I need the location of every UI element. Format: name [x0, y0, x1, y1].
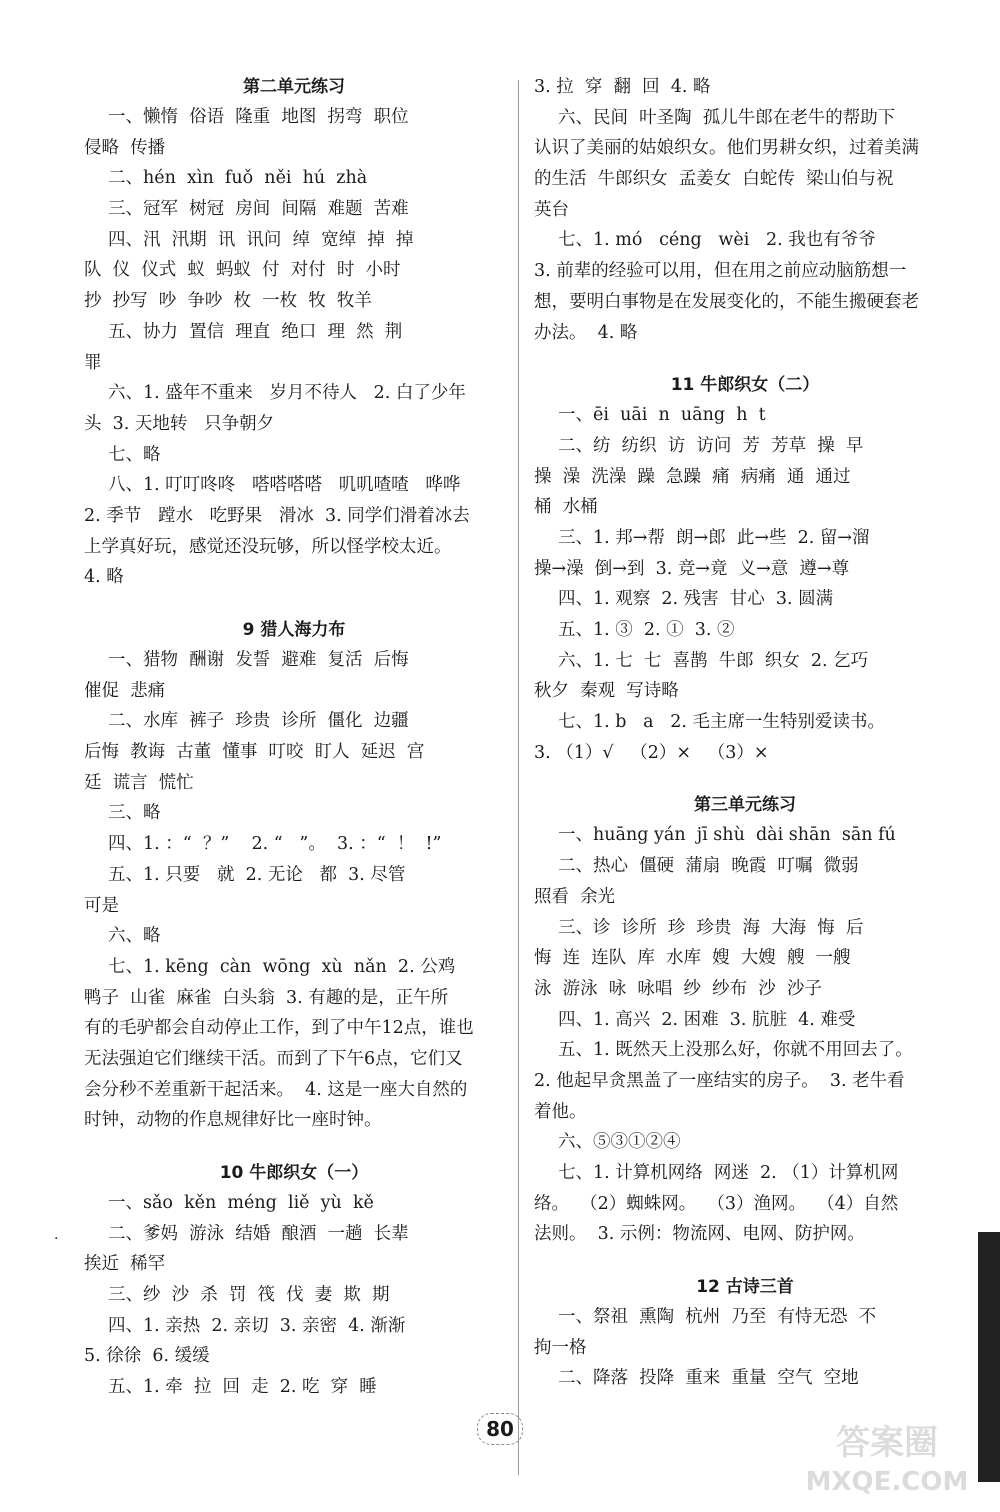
section-title: 10 牛郎织女（一） — [219, 1163, 369, 1183]
answer-line: 四、1. ：“ ？” 2. “ ”。 3. ：“ ！ !” — [108, 834, 442, 855]
answer-line: 七、1. kēng càn wōng xù nǎn 2. 公鸡 — [108, 956, 456, 977]
answer-line: 拘一格 — [534, 1337, 587, 1358]
answer-line: 照看 余光 — [534, 886, 616, 907]
answer-line: 五、1. 牵 拉 回 走 2. 吃 穿 睡 — [108, 1377, 377, 1398]
answer-line: 认识了美丽的姑娘织女。他们男耕女织，过着美满 — [534, 138, 919, 159]
section-gap — [534, 1250, 956, 1272]
answer-line: 悔 连 连队 库 水库 嫂 大嫂 艘 一艘 — [534, 948, 851, 969]
answer-line: 一、祭祖 熏陶 杭州 乃至 有恃无恐 不 — [558, 1307, 877, 1328]
answer-line: 4. 略 — [84, 567, 124, 588]
answer-line: 一、猎物 酬谢 发誓 避难 复活 后悔 — [108, 650, 409, 670]
answer-line: 的生活 牛郎织女 孟姜女 白蛇传 梁山伯与祝 — [534, 169, 894, 190]
answer-line: 2. 他起早贪黑盖了一座结实的房子。 3. 老牛看 — [534, 1070, 905, 1091]
stray-mark: · — [54, 1231, 59, 1247]
answer-line: 七、1. b a 2. 毛主席一生特别爱读书。 — [558, 712, 886, 733]
answer-line: 催促 悲痛 — [84, 680, 166, 701]
answer-line: 二、纺 纺织 访 访问 芳 芳草 操 早 — [558, 435, 864, 456]
answer-line: 六、1. 盛年不重来 岁月不待人 2. 白了少年 — [108, 383, 466, 404]
answer-line: 二、热心 僵硬 蒲扇 晚霞 叮嘱 微弱 — [558, 856, 859, 877]
answer-line: 七、1. mó céng wèi 2. 我也有爷爷 — [558, 230, 876, 251]
section-gap — [84, 1136, 504, 1158]
watermark-logo — [802, 1418, 972, 1498]
answer-line: 秋夕 秦观 写诗略 — [534, 681, 679, 702]
right-column — [534, 72, 956, 1394]
section-gap — [84, 593, 504, 615]
answer-line: 着他。 — [534, 1101, 587, 1122]
answer-line: 会分秒不差重新干起活来。 4. 这是一座大自然的 — [84, 1079, 468, 1100]
answer-line: 七、略 — [108, 444, 161, 465]
answer-line: 头 3. 天地转 只争朝夕 — [84, 413, 275, 434]
answer-line: 三、略 — [108, 803, 161, 824]
answer-line: 后悔 教诲 古董 懂事 叮咬 盯人 延迟 宫 — [84, 742, 425, 763]
answer-line: 3. （1）√ （2）× （3）× — [534, 742, 769, 763]
answer-line: 五、1. ③ 2. ① 3. ② — [558, 620, 735, 640]
answer-line: 二、水库 裤子 珍贵 诊所 僵化 边疆 — [108, 711, 409, 732]
answer-line: 2. 季节 蹚水 吃野果 滑冰 3. 同学们滑着冰去 — [84, 505, 470, 526]
answer-line: 一、懒惰 俗语 隆重 地图 拐弯 职位 — [108, 107, 409, 127]
answer-line: 廷 谎言 慌忙 — [84, 772, 194, 793]
answer-line: 三、冠军 树冠 房间 间隔 难题 苦难 — [108, 199, 409, 220]
answer-line: 操→澡 倒→到 3. 竞→竟 义→意 遵→尊 — [534, 558, 850, 579]
answer-line: 想，要明白事物是在发展变化的，不能生搬硬套老 — [534, 291, 919, 312]
section-gap — [534, 348, 956, 370]
answer-line: 四、汛 汛期 讯 讯问 绰 宽绰 掉 掉 — [108, 229, 414, 250]
answer-line: 3. 前辈的经验可以用，但在用之前应动脑筋想一 — [534, 261, 907, 282]
column-divider — [518, 80, 519, 1475]
answer-line: 抄 抄写 吵 争吵 枚 一枚 牧 牧羊 — [84, 291, 372, 312]
answer-line: 四、1. 高兴 2. 困难 3. 肮脏 4. 难受 — [558, 1009, 856, 1030]
answer-line: 三、纱 沙 杀 罚 筏 伐 妻 欺 期 — [108, 1285, 390, 1306]
section-title: 第三单元练习 — [694, 795, 796, 816]
answer-line: 络。 （2）蜘蛛网。 （3）渔网。 （4）自然 — [534, 1193, 899, 1214]
section-title: 第二单元练习 — [243, 77, 345, 97]
answer-line: 二、降落 投降 重来 重量 空气 空地 — [558, 1368, 859, 1389]
answer-line: 队 仪 仪式 蚁 蚂蚁 付 对付 时 小时 — [84, 260, 401, 281]
page-number: 80 — [0, 1413, 1000, 1445]
answer-line: 一、huāng yán jī shù dài shān sān fú — [558, 825, 896, 846]
answer-line: 五、协力 置信 理直 绝口 理 然 荆 — [108, 321, 403, 342]
answer-line: 鸭子 山雀 麻雀 白头翁 3. 有趣的是，正午所 — [84, 987, 449, 1008]
answer-line: 八、1. 叮叮咚咚 嗒嗒嗒嗒 叽叽喳喳 哗哗 — [108, 475, 461, 496]
section-title: 11 牛郎织女（二） — [670, 375, 820, 396]
answer-line: 七、1. 计算机网络 网迷 2. （1）计算机网 — [558, 1163, 899, 1183]
section-title: 12 古诗三首 — [696, 1277, 794, 1298]
answer-line: 操 澡 洗澡 躁 急躁 痛 病痛 通 通过 — [534, 466, 851, 487]
answer-line: 三、1. 邦→帮 朗→郎 此→些 2. 留→溜 — [558, 527, 870, 548]
answer-line: 六、民间 叶圣陶 孤儿牛郎在老牛的帮助下 — [558, 107, 896, 128]
answer-line: 二、爹妈 游泳 结婚 酿酒 一趟 长辈 — [108, 1223, 409, 1244]
answer-line: 五、1. 只要 就 2. 无论 都 3. 尽管 — [108, 864, 406, 885]
answer-line: 英台 — [534, 199, 569, 220]
answer-line: 六、1. 七 七 喜鹊 牛郎 织女 2. 乞巧 — [558, 650, 869, 671]
answer-line: 有的毛驴都会自动停止工作，到了中午12点，谁也 — [84, 1018, 474, 1039]
answer-line: 六、⑤③①②④ — [558, 1132, 681, 1153]
answer-line: 挨近 稀罕 — [84, 1254, 166, 1275]
answer-line: 二、hén xìn fuǒ něi hú zhà — [108, 168, 368, 189]
answer-line: 五、1. 既然天上没那么好，你就不用回去了。 — [558, 1040, 913, 1061]
answer-line: 上学真好玩，感觉还没玩够，所以怪学校太近。 — [84, 536, 452, 557]
answer-line: 一、sǎo kěn méng liě yù kě — [108, 1193, 374, 1213]
answer-line: 一、ēi uāi n uāng h t — [558, 405, 766, 426]
answer-line: 三、诊 诊所 珍 珍贵 海 大海 悔 后 — [558, 917, 864, 938]
answer-line: 四、1. 亲热 2. 亲切 3. 亲密 4. 渐渐 — [108, 1315, 406, 1336]
answer-line: 桶 水桶 — [534, 497, 598, 518]
left-column — [84, 72, 504, 1403]
answer-line: 3. 拉 穿 翻 回 4. 略 — [534, 77, 711, 97]
answer-line: 无法强迫它们继续干活。而到了下午6点，它们又 — [84, 1048, 463, 1069]
answer-line: 法则。 3. 示例：物流网、电网、防护网。 — [534, 1224, 865, 1245]
answer-line: 5. 徐徐 6. 缓缓 — [84, 1346, 210, 1367]
answer-line: 泳 游泳 咏 咏唱 纱 纱布 沙 沙子 — [534, 978, 822, 999]
answer-line: 侵略 传播 — [84, 137, 166, 158]
answer-line: 时钟，动物的作息规律好比一座时钟。 — [84, 1110, 382, 1131]
svg-text:MXQE.COM: MXQE.COM — [805, 1467, 969, 1497]
answer-line: 办法。 4. 略 — [534, 322, 638, 343]
section-gap — [534, 768, 956, 790]
answer-line: 可是 — [84, 895, 119, 916]
answer-line: 六、略 — [108, 926, 161, 947]
svg-text:答案圈: 答案圈 — [836, 1423, 938, 1463]
answer-line: 罪 — [84, 352, 102, 373]
section-title: 9 猎人海力布 — [242, 620, 346, 640]
answer-line: 四、1. 观察 2. 残害 甘心 3. 圆满 — [558, 589, 834, 610]
